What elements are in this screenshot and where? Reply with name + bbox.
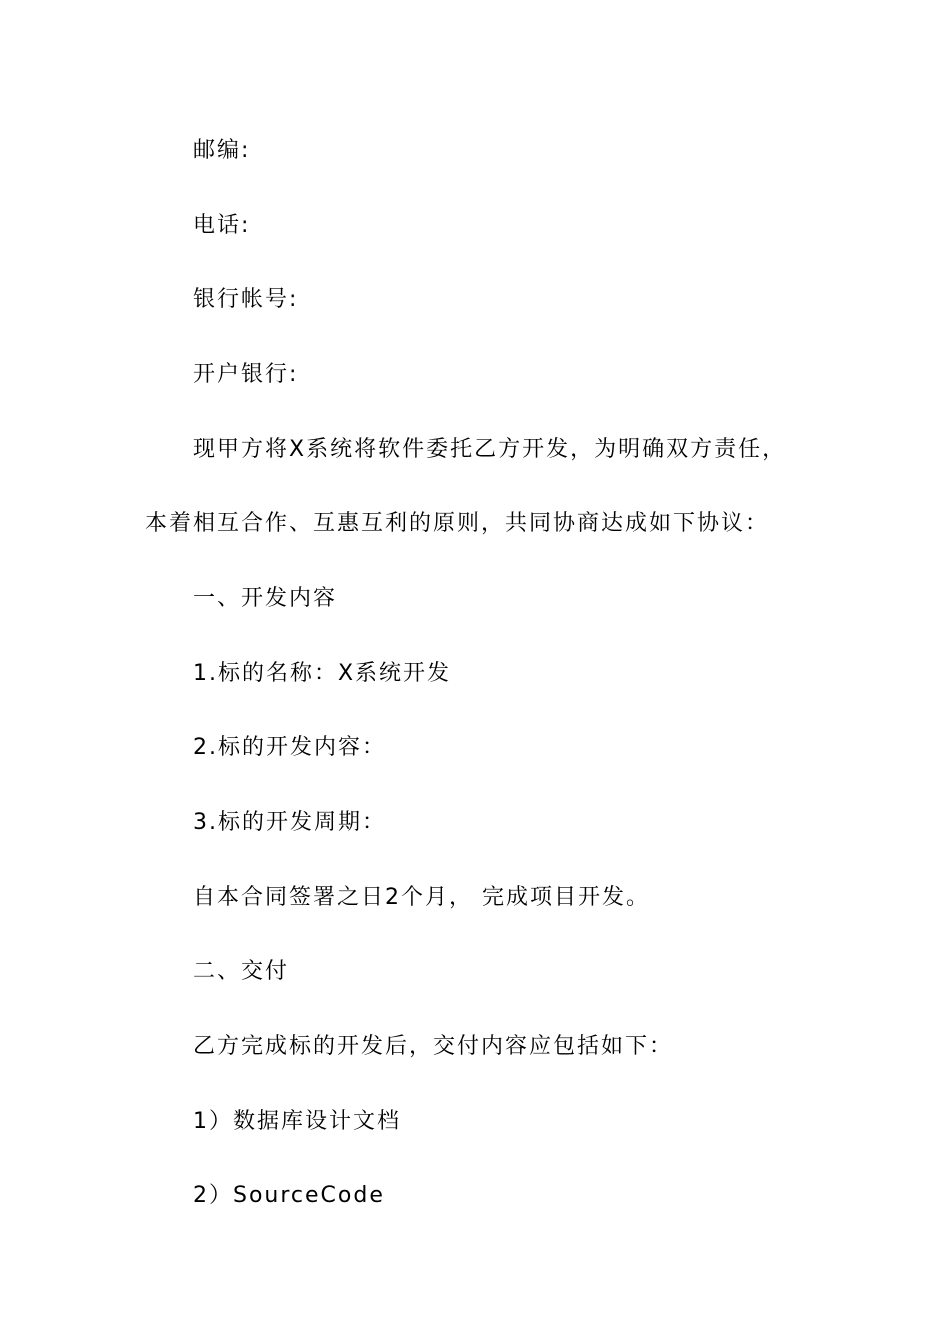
section-heading-delivery: 二、交付 bbox=[193, 959, 290, 984]
delivery-intro: 乙方完成标的开发后，交付内容应包括如下： bbox=[193, 1034, 674, 1059]
period-detail: 自本合同签署之日2个月， 完成项目开发。 bbox=[193, 885, 650, 910]
item-subject-period: 3.标的开发周期： bbox=[193, 810, 386, 835]
intro-paragraph-line-1: 现甲方将X系统将软件委托乙方开发，为明确双方责任， bbox=[193, 437, 787, 462]
delivery-item-2: 2）SourceCode bbox=[193, 1183, 385, 1208]
bank-name-label: 开户银行: bbox=[193, 362, 299, 387]
bank-account-label: 银行帐号: bbox=[193, 287, 299, 312]
delivery-item-1: 1）数据库设计文档 bbox=[193, 1109, 401, 1134]
postcode-label: 邮编: bbox=[193, 138, 251, 163]
intro-paragraph-line-2: 本着相互合作、互惠互利的原则，共同协商达成如下协议： bbox=[145, 511, 770, 536]
section-heading-development: 一、开发内容 bbox=[193, 586, 338, 611]
item-subject-name: 1.标的名称：X系统开发 bbox=[193, 661, 452, 686]
item-subject-content: 2.标的开发内容： bbox=[193, 735, 386, 760]
phone-label: 电话: bbox=[193, 213, 251, 238]
